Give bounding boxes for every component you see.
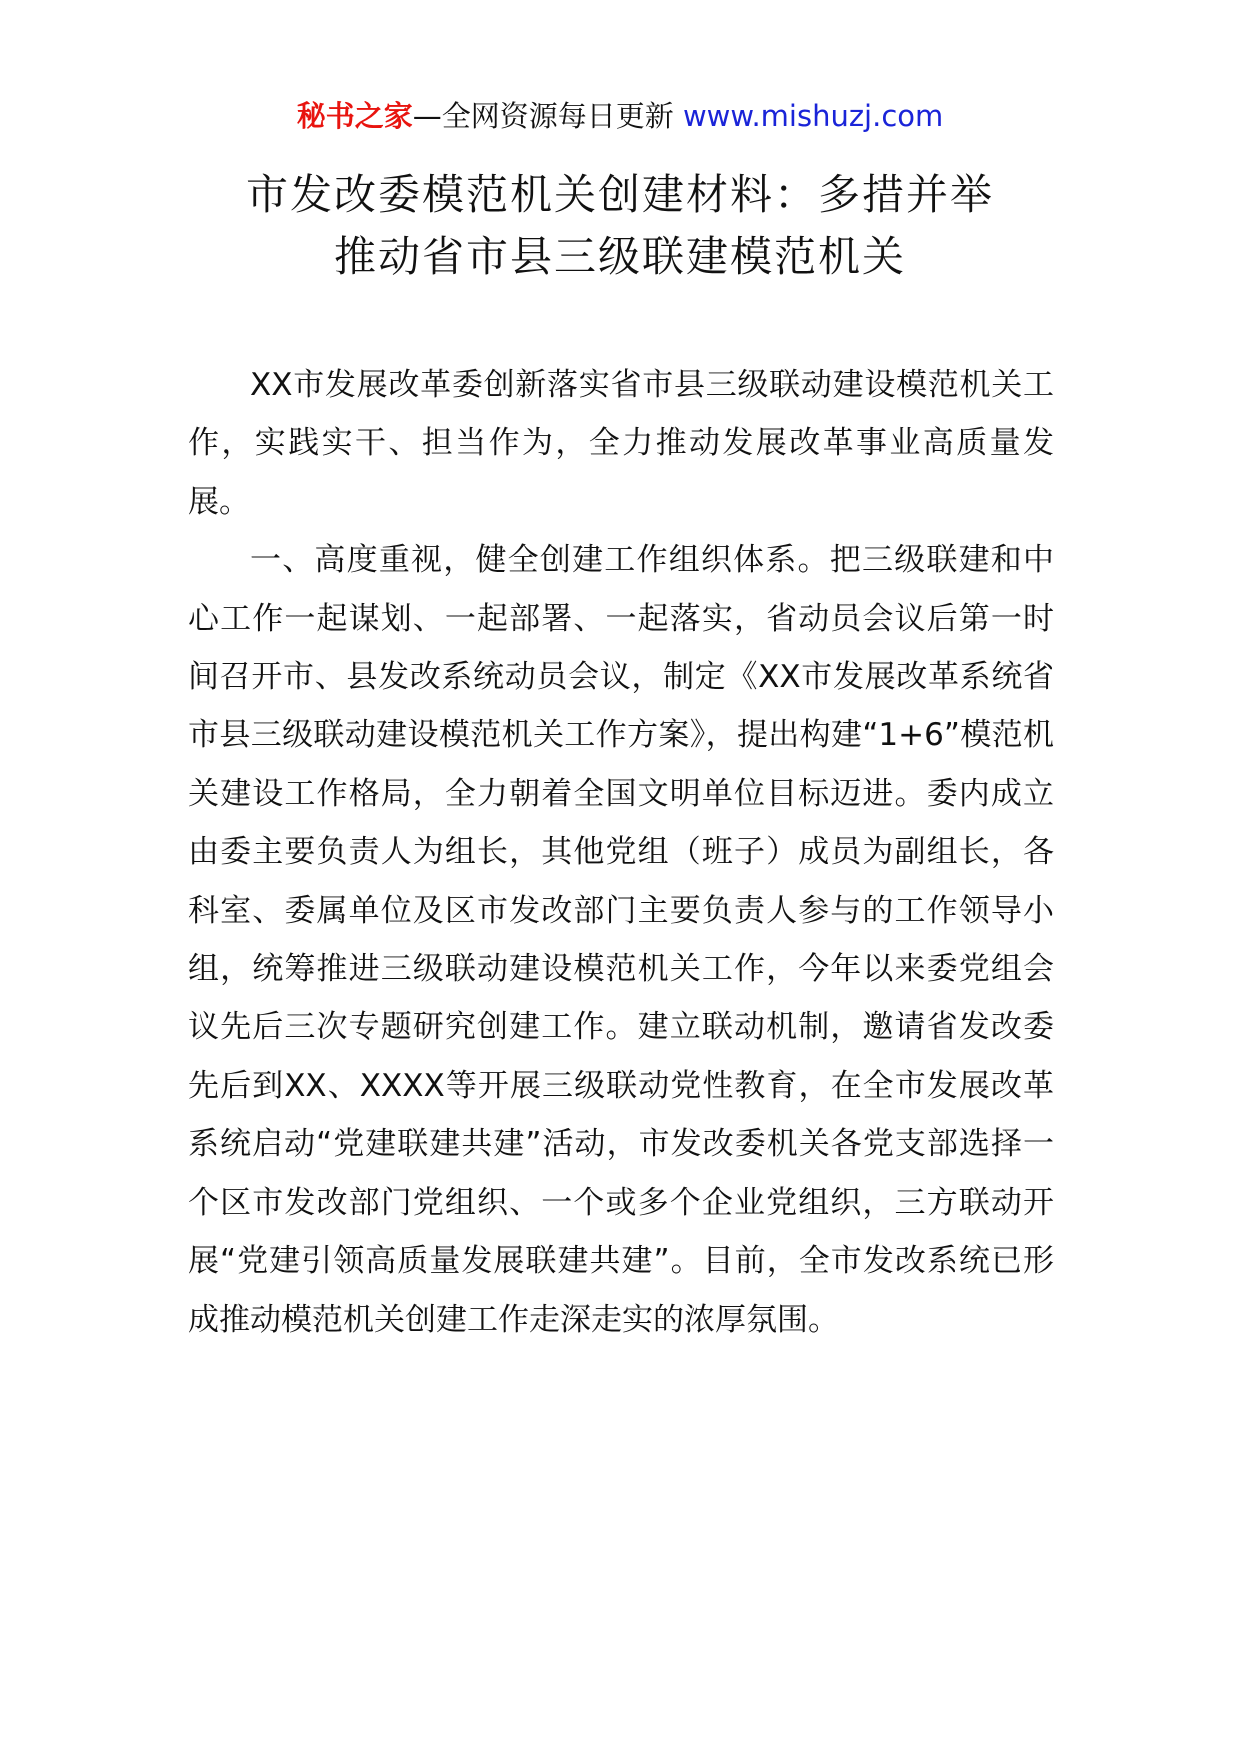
site-tagline: —全网资源每日更新: [412, 99, 683, 133]
site-header-banner: [0, 96, 1240, 136]
section-1-heading: 一、高度重视，健全创建工作组织体系。: [250, 542, 830, 579]
title-line-1: 市发改委模范机关创建材料：多措并举: [245, 170, 994, 219]
section-1-paragraph: [188, 531, 1054, 1349]
site-url-link[interactable]: www.mishuzj.com: [682, 99, 944, 133]
title-line-2: 推动省市县三级联建模范机关: [333, 232, 906, 281]
brand-name: 秘书之家: [296, 99, 413, 133]
document-title: [0, 164, 1240, 288]
section-1-text: 把三级联建和中心工作一起谋划、一起部署、一起落实，省动员会议后第一时间召开市、县发改系统动员会议，制定《XX市发展改革系统省市县三级联动建设模范机关工作方案》，提出构建“1+6”模范机关建设工作格局，全力朝着全国文明单位目标迈进。委内成立由委主要负责人为组长，其他党组（班子）成员为副组长，各科室、委属单位及区市发改部门主要负责人参与的工作领导小组，统筹推进三级联动建设模范机关工作，今年以来委党组会议先后三次专题研究创建工作。建立联动机制，邀请省发改委先后到XX、XXXX等开展三级联动党性教育，在全市发展改革系统启动“党建联建共建”活动，市发改委机关各党支部选择一个区市发改部门党组织、一个或多个企业党组织，三方联动开展“党建引领高质量发展联建共建”。目前，全市发改系统已形成推动模范机关创建工作走深走实的浓厚氛围。: [188, 542, 1054, 1338]
document-body: [188, 356, 1054, 1349]
intro-paragraph: XX市发展改革委创新落实省市县三级联动建设模范机关工作，实践实干、担当作为，全力推动发展改革事业高质量发展。: [188, 367, 1054, 520]
